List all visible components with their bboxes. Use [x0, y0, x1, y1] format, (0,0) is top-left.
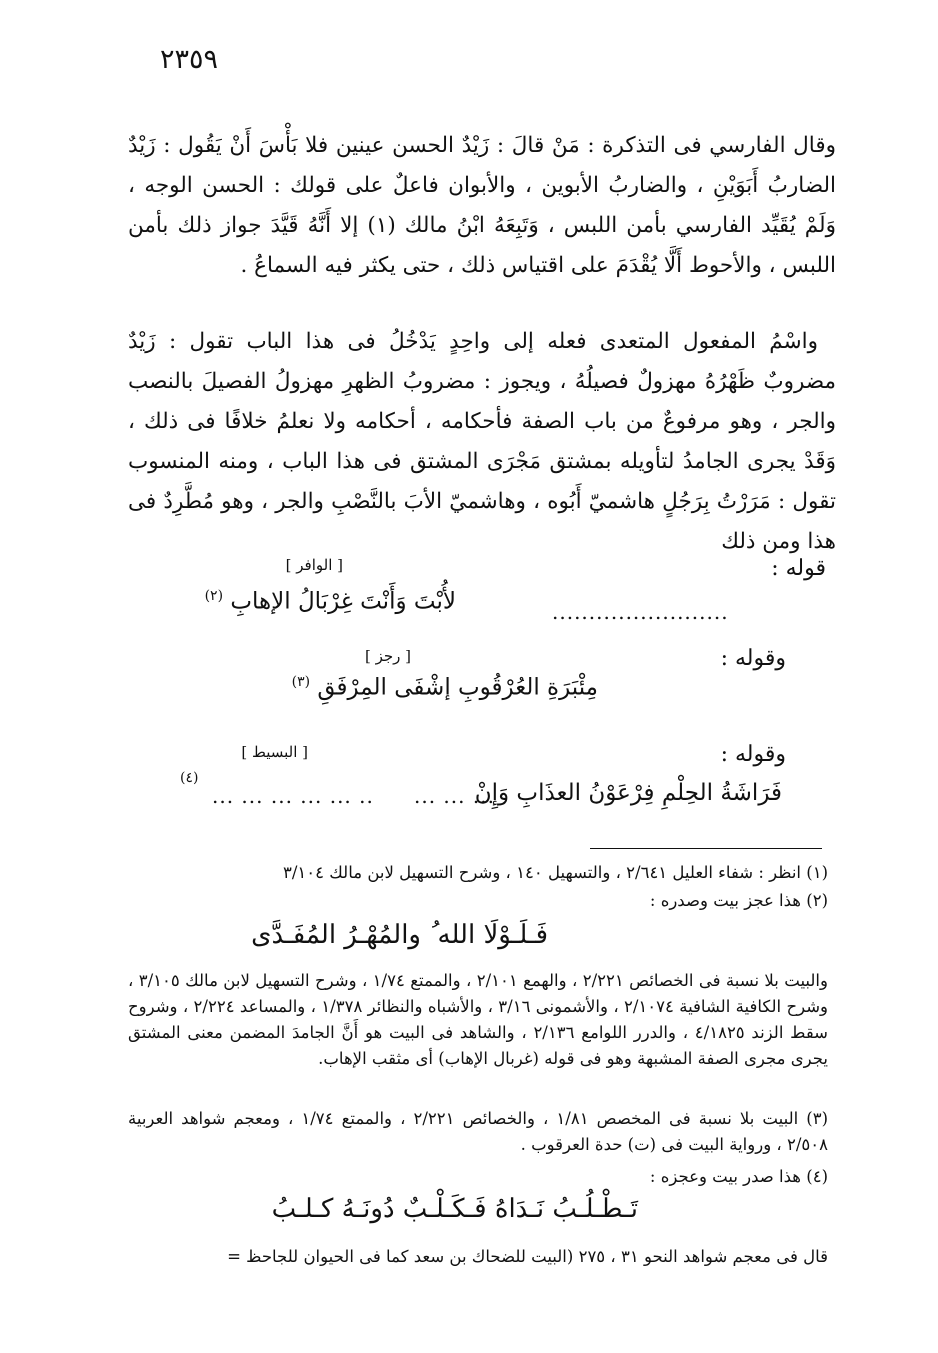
paragraph-1: وقال الفارسي فى التذكرة : مَنْ قالَ : زَيْدٌ الحسن عينين فلا بَأْسَ أَنْ يَقُول : زَيْدٌ الضاربُ أَبَوَيْنِ ، والضاربُ الأبوين ، والأبوان فاعلٌ على قولك : الحسن الوجه ، وَلَمْ يُقَيِّد الفارسي بأمن اللبس ، وَتَبِعَهُ ابْنُ مالك (١) إلا أَنَّهُ قَيَّدَ جواز ذلك بأمن اللبس ، والأحوط أَلَّا يُقْدَمَ على اقتياس ذلك ، حتى يكثر فيه السماعُ .	[128, 133, 836, 278]
footnote-4-verse: تَـطْـلُـبُ نَـدَاهُ فَـكَـلْـبٌ دُونَـهُ كـلـبُ	[271, 1194, 638, 1224]
footnote-1: (١) انظر : شفاء العليل ٢/٦٤١ ، والتسهيل ١٤٠ ، وشرح التسهيل لابن مالك ٣/١٠٤	[283, 863, 828, 882]
quote-2-verse	[292, 674, 598, 701]
footnote-4-text: قال فى معجم شواهد النحو ٣١ ، ٢٧٥ (البيت للضحاك بن سعد كما فى الحيوان للجاحظ =	[227, 1247, 828, 1266]
quote-2-meter: [ رجز ]	[364, 647, 411, 665]
quote-3-dots-1: ... ... ...	[414, 784, 495, 808]
quote-2-intro: وقوله :	[720, 646, 786, 671]
quote-2-verse-text: مِئْبَرَةِ العُرْقُوبِ إشْفَى المِرْفَقِ	[317, 674, 598, 701]
quote-2-footnote-ref: (٣)	[291, 674, 311, 690]
footnote-3: (٣) البيت بلا نسبة فى المخصص ١/٨١ ، والخصائص ٢/٢٢١ ، والممتع ١/٧٤ ، ومعجم شواهد العربية ٢/٥٠٨ ، ورواية البيت فى (ت) حدة العرقوب .	[128, 1109, 829, 1154]
quote-3-dots-2: ... ... ... ... ... ..	[212, 784, 374, 808]
quote-1-meter: [ الوافر ]	[285, 556, 343, 574]
footnote-2-text: والبيت بلا نسبة فى الخصائص ٢/٢٢١ ، والهمع ٢/١٠١ ، والممتع ١/٧٤ ، وشرح التسهيل لابن مالك ٣/١٠٥ ، وشرح الكافية الشافية ٢/١٠٧٤ ، والأشمونى ٣/١٦ ، والأشباه والنظائر ١/٣٧٨ ، والمساعد ٢/٢٢٤ ، وشروح سقط الزند ٤/١٨٢٥ ، والدرر اللوامع ٢/١٣٦ ، والشاهد فى البيت هو أَنَّ الجامدَ المضمن معنى المشتق يجرى مجرى الصفة المشبهة وهو فى قوله (غربال الإهاب) أى مثقب الإهاب.	[128, 971, 828, 1068]
paragraph-2: واسْمُ المفعول المتعدى فعله إلى واحِدٍ يَدْخُلُ فى هذا الباب تقول : زَيْدٌ مضروبٌ ظَهْرُهُ مهزولٌ فصيلُهُ ، ويجوز : مضروبُ الظهرِ مهزولُ الفصيلَ بالنصب والجر ، وهو مرفوعٌ من باب الصفة فأحكامه ، أحكامه ولا نعلمُ خلافًا فى ذلك ، وَقَدْ يجرى الجامدُ لتأويله بمشتق مَجْرَى المشتق فى هذا الباب ، ومنه المنسوب تقول : مَرَرْتُ بِرَجُلٍ هاشميّ أَبُوه ، وهاشميّ الأبَ بالنَّصْبِ والجر ، وهو مُطَّرِدٌ فى هذا ومن ذلك	[128, 329, 836, 554]
quote-3-meter: [ البسيط ]	[241, 743, 308, 761]
quote-3-verse: فَرَاشَةُ الحِلْمِ فِرْعَوْنُ العذَابِ وَإِنْ	[474, 780, 782, 806]
quote-1-dots: ........................	[552, 600, 729, 624]
footnote-2-verse: فَـلَـوْلَا الله ُ والمُهْـرُ المُفَـدَّى	[251, 920, 548, 950]
quote-1-verse	[205, 588, 456, 615]
page-number: ٢٣٥٩	[160, 44, 219, 75]
quote-3-intro: وقوله :	[720, 742, 786, 767]
quote-1-intro: قوله :	[771, 556, 826, 581]
footnote-4-intro: (٤) هذا صدر بيت وعجزه :	[649, 1167, 828, 1186]
quote-3-footnote-ref: (٤)	[180, 770, 199, 786]
footnote-2-intro: (٢) هذا عجز بيت وصدره :	[649, 891, 828, 910]
quote-1-verse-text: لأُبْتَ وَأَنْتَ غِرْبَالُ الإهابِ	[230, 588, 456, 615]
footnote-separator	[590, 848, 822, 849]
quote-1-footnote-ref: (٢)	[204, 588, 224, 604]
